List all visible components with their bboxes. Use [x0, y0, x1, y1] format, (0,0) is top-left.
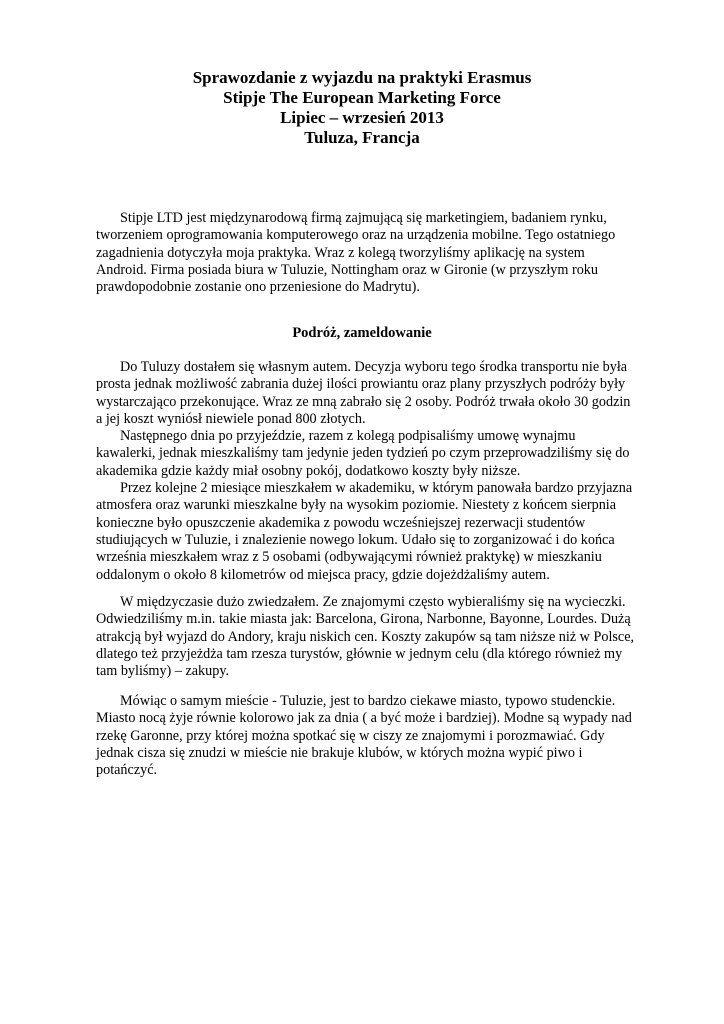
body-paragraph: Do Tuluzy dostałem się własnym autem. Decyzja wyboru tego środka transportu nie była prosta jednak możliwość zabrania dużej ilości prowiantu oraz plany przyszłych podróży były wystarczająco przekonujące. Wraz ze mną zabrało się 2 osoby. Podróż trwała około 30 godzin a jej koszt wyniósł niewiele ponad 800 złotych.: [96, 359, 631, 427]
title-line: Sprawozdanie z wyjazdu na praktyki Erasmus: [192, 68, 532, 87]
city-section: [96, 693, 636, 779]
intro-section: [96, 210, 636, 296]
body-paragraph: Następnego dnia po przyjeździe, razem z kolegą podpisaliśmy umowę wynajmu kawalerki, jednak mieszkaliśmy tam jedynie jeden tydzień po czym przeprowadziliśmy się do akademika gdzie każdy miał osobny pokój, dodatkowo koszty były niższe.: [96, 428, 630, 479]
body-paragraph: Przez kolejne 2 miesiące mieszkałem w akademiku, w którym panowała bardzo przyjazna atmosfera oraz warunki mieszkalne były na wysokim poziomie. Niestety z końcem sierpnia konieczne było opuszczenie akademika z powodu wcześniejszej rezerwacji studentów studiujących w Tuluzie, i znalezienie nowego lokum. Udało się to zorganizować i do końca września mieszkałem wraz z 5 osobami (odbywającymi również praktykę) w mieszkaniu oddalonym o około 8 kilometrów od miejsca pracy, gdzie dojeżdżaliśmy autem.: [96, 480, 633, 583]
trips-section: [96, 594, 636, 680]
title-line: Tuluza, Francja: [304, 128, 420, 147]
body-paragraph: Mówiąc o samym mieście - Tuluzie, jest to bardzo ciekawe miasto, typowo studenckie. Miasto nocą żyje równie kolorowo jak za dnia ( a być może i bardziej). Modne są wypady nad rzekę Garonne, przy której można spotkać się w ciszy ze znajomymi i porozmawiać. Gdy jednak cisza się znudzi w mieście nie brakuje klubów, w których można wypić piwo i potańczyć.: [96, 693, 632, 779]
title-line: Stipje The European Marketing Force: [223, 88, 501, 107]
travel-section: [96, 359, 636, 584]
document-title: [0, 68, 724, 148]
title-line: Lipiec – wrzesień 2013: [280, 108, 444, 127]
body-paragraph: W międzyczasie dużo zwiedzałem. Ze znajomymi często wybieraliśmy się na wycieczki. Odwiedziliśmy m.in. takie miasta jak: Barcelona, Girona, Narbonne, Bayonne, Lourdes. Dużą atrakcją był wyjazd do Andory, kraju niskich cen. Koszty zakupów są tam niższe niż w Polsce, dlatego też przyjeżdża tam rzesza turystów, głównie w jednym celu (dla którego również my tam byliśmy) – zakupy.: [96, 594, 635, 680]
intro-paragraph: Stipje LTD jest międzynarodową firmą zajmującą się marketingiem, badaniem rynku, tworzeniem oprogramowania komputerowego oraz na urządzenia mobilne. Tego ostatniego zagadnienia dotyczyła moja praktyka. Wraz z kolegą tworzyliśmy aplikację na system Android. Firma posiada biura w Tuluzie, Nottingham oraz w Gironie (w przyszłym roku prawdopodobnie zostanie ono przeniesione do Madrytu).: [96, 210, 616, 296]
section-heading: Podróż, zameldowanie: [292, 325, 432, 341]
